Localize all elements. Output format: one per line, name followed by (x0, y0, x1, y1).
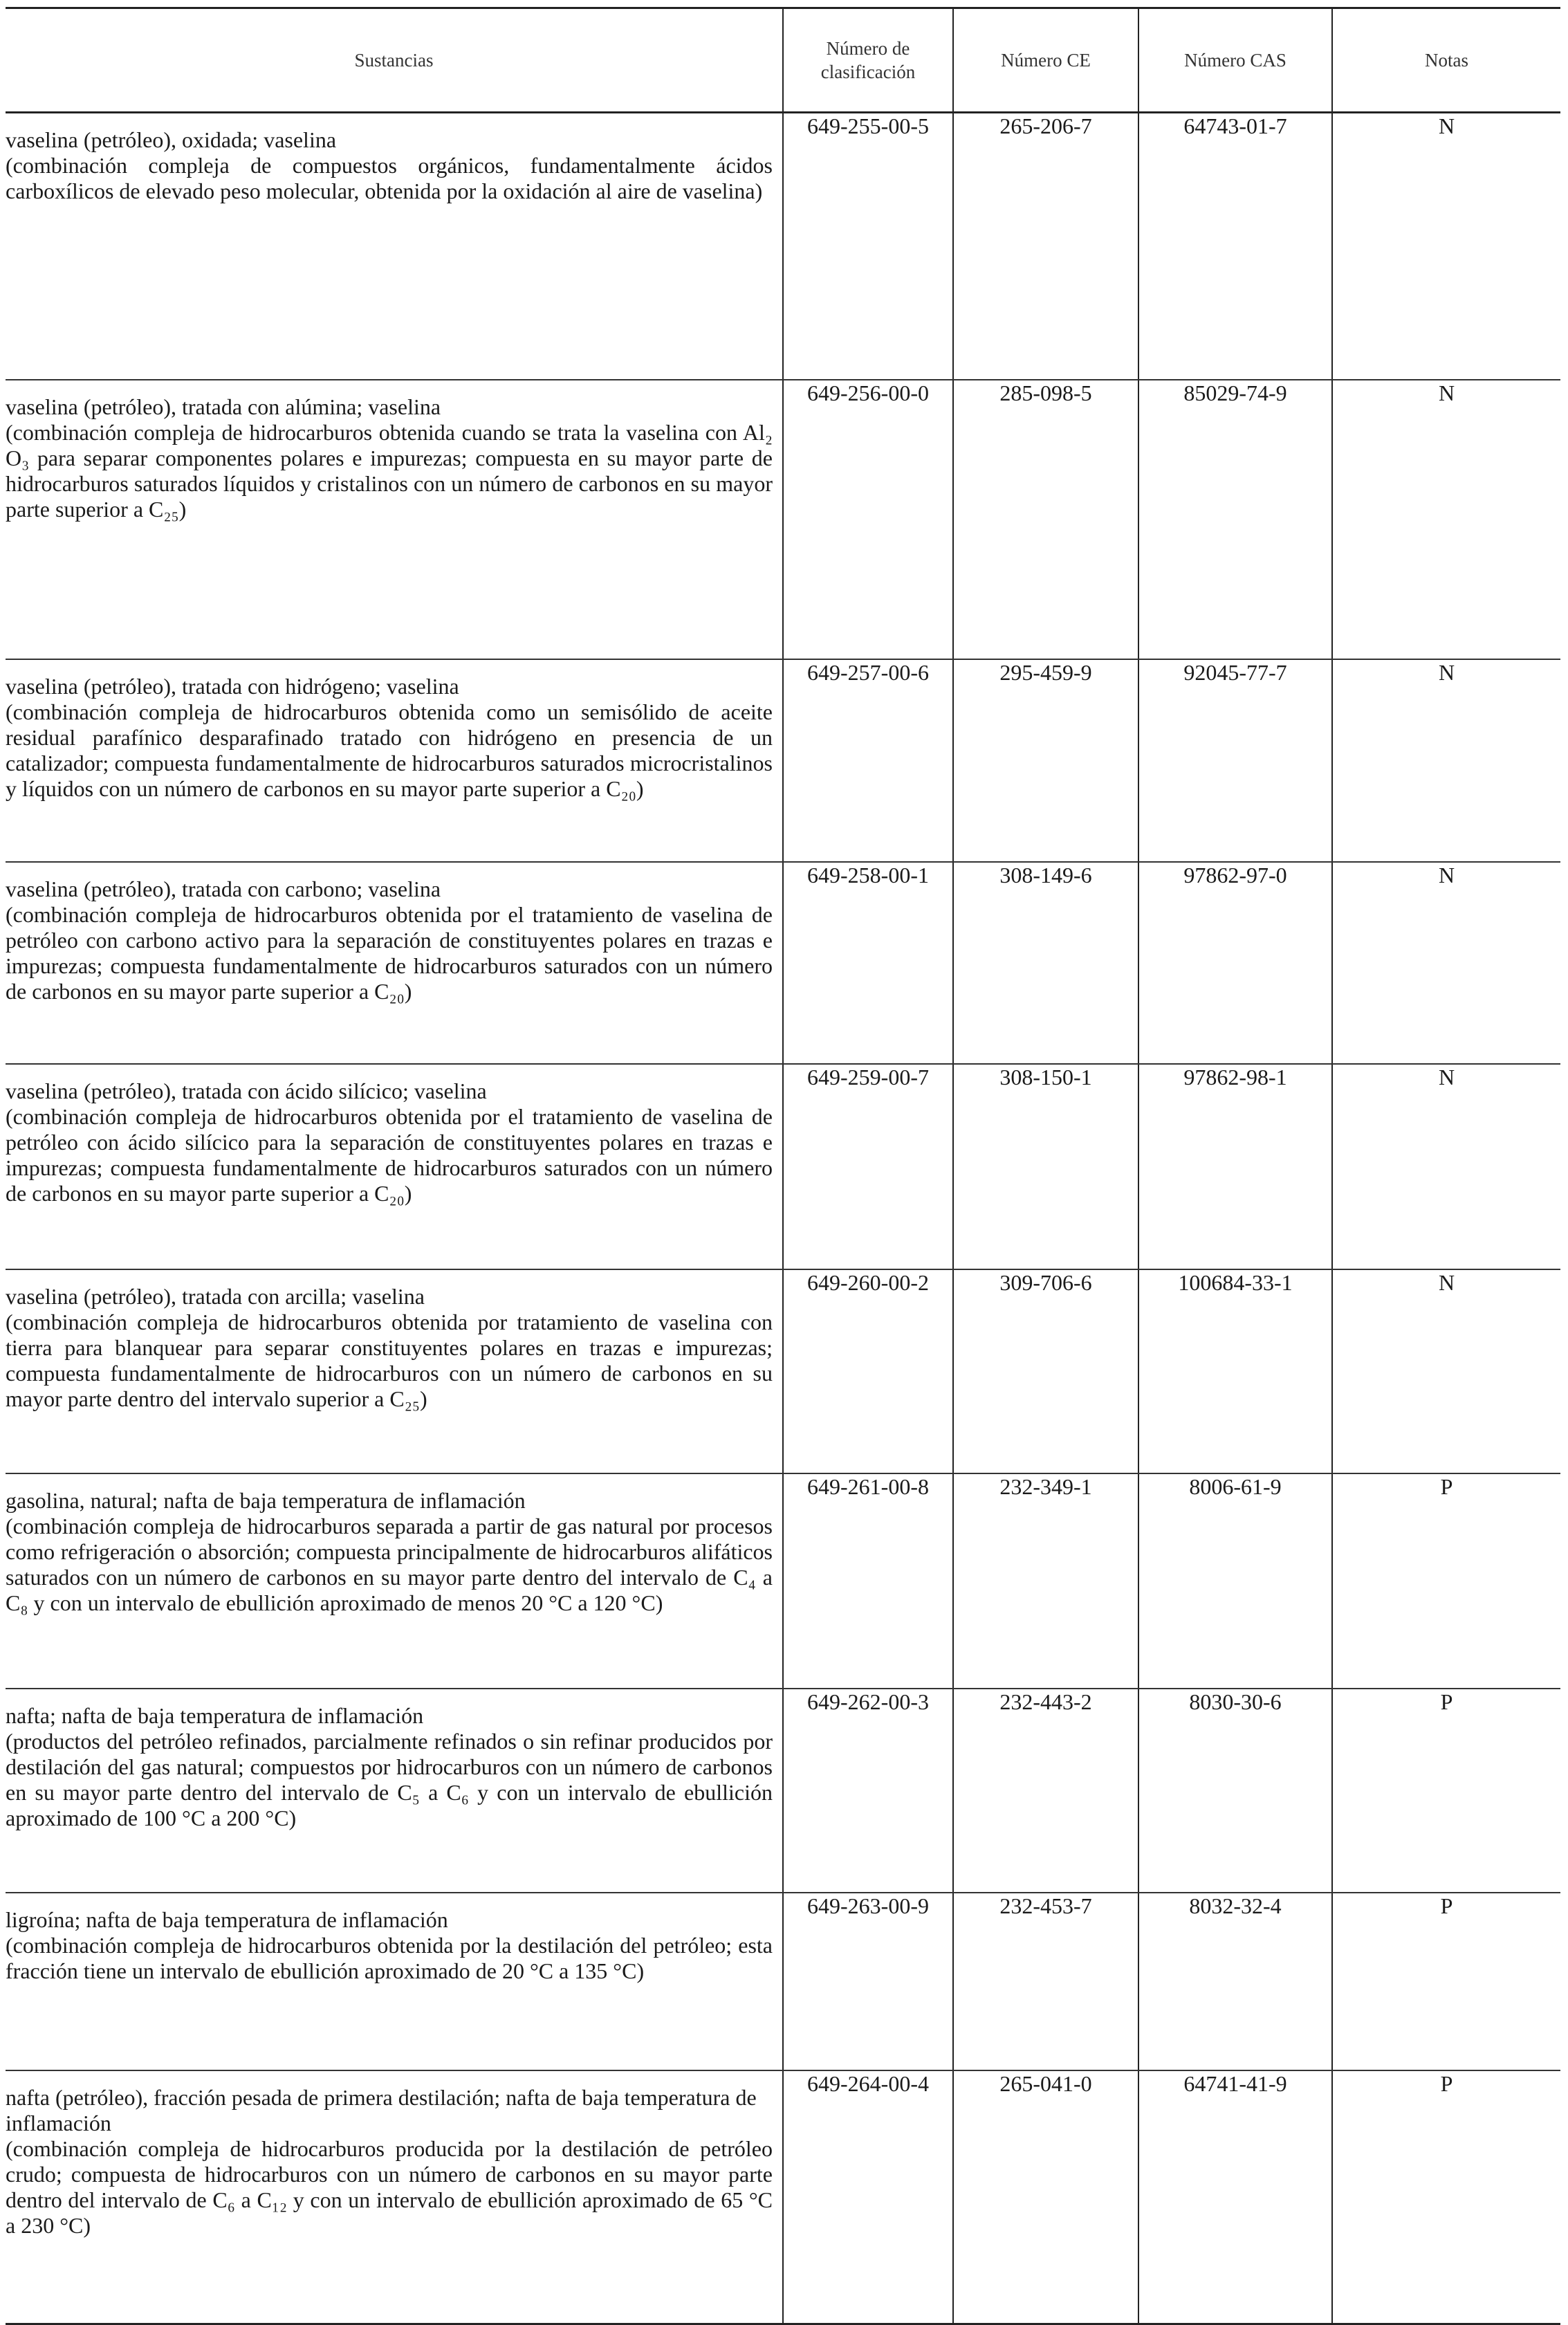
header-numero-cas: Número CAS (1138, 8, 1332, 113)
cas-number: 64743-01-7 (1138, 113, 1332, 380)
substance-description: (combinación compleja de compuestos orgánicos, fundamentalmente ácidos carboxílicos de elevado peso molecular, obtenida por la oxidación al aire de vaselina) (6, 153, 773, 203)
cas-number: 85029-74-9 (1138, 380, 1332, 659)
substance-description: (combinación compleja de hidrocarburos obtenida por el tratamiento de vaselina de petróleo con carbono activo para la separación de constituyentes polares en trazas e impurezas; compuesta fundamentalmente de hidrocarburos saturados con un número de carbonos en su mayor parte superior a C₂₀) (6, 902, 773, 1004)
substance-description: (combinación compleja de hidrocarburos obtenida por la destilación del petróleo; esta fracción tiene un intervalo de ebullición aproximado de 20 °C a 135 °C) (6, 1933, 773, 1984)
cas-number: 8032-32-4 (1138, 1893, 1332, 2070)
note: N (1332, 113, 1560, 380)
substance-name: vaselina (petróleo), tratada con hidrógeno; vaselina (6, 674, 459, 699)
table-body (6, 113, 1560, 2324)
ce-number: 285-098-5 (953, 380, 1138, 659)
substance-description: (productos del petróleo refinados, parcialmente refinados o sin refinar producidos por destilación del gas natural; compuestos por hidrocarburos con un número de carbonos en su mayor parte dentro del intervalo de C₅ a C₆ y con un intervalo de ebullición aproximado de 100 °C a 200 °C) (6, 1728, 773, 1830)
substance-name: vaselina (petróleo), tratada con carbono; vaselina (6, 876, 441, 902)
ce-number: 265-041-0 (953, 2070, 1138, 2324)
classification-number: 649-256-00-0 (783, 380, 953, 659)
classification-number: 649-263-00-9 (783, 1893, 953, 2070)
header-notas: Notas (1332, 8, 1560, 113)
cas-number: 97862-98-1 (1138, 1064, 1332, 1269)
table-row (6, 1689, 1560, 1893)
substance-description: (combinación compleja de hidrocarburos obtenida como un semisólido de aceite residual parafínico desparafinado tratado con hidrógeno en presencia de un catalizador; compuesta fundamentalmente de hidrocarburos saturados microcristalinos y líquidos con un número de carbonos en su mayor parte superior a C₂₀) (6, 699, 773, 802)
substance-name: ligroína; nafta de baja temperatura de inflamación (6, 1907, 448, 1933)
substance-name: vaselina (petróleo), oxidada; vaselina (6, 127, 337, 152)
classification-number: 649-258-00-1 (783, 862, 953, 1063)
header-numero-ce: Número CE (953, 8, 1138, 113)
note: P (1332, 2070, 1560, 2324)
ce-number: 309-706-6 (953, 1269, 1138, 1473)
classification-number: 649-260-00-2 (783, 1269, 953, 1473)
substance-name: vaselina (petróleo), tratada con ácido silícico; vaselina (6, 1078, 487, 1103)
table-row (6, 1473, 1560, 1689)
cas-number: 8006-61-9 (1138, 1473, 1332, 1689)
classification-number: 649-259-00-7 (783, 1064, 953, 1269)
substance-cell (6, 1473, 783, 1689)
note: N (1332, 380, 1560, 659)
ce-number: 308-150-1 (953, 1064, 1138, 1269)
substance-cell (6, 659, 783, 862)
table-row (6, 2070, 1560, 2324)
note: P (1332, 1473, 1560, 1689)
cas-number: 100684-33-1 (1138, 1269, 1332, 1473)
cas-number: 97862-97-0 (1138, 862, 1332, 1063)
ce-number: 308-149-6 (953, 862, 1138, 1063)
table-row (6, 1064, 1560, 1269)
note: N (1332, 862, 1560, 1063)
substance-cell (6, 1064, 783, 1269)
substance-description: (combinación compleja de hidrocarburos obtenida por tratamiento de vaselina con tierra para blanquear para separar constituyentes polares en trazas e impurezas; compuesta fundamentalmente de hidrocarburos con un número de carbonos en su mayor parte dentro del intervalo superior a C₂₅) (6, 1309, 773, 1412)
ce-number: 232-453-7 (953, 1893, 1138, 2070)
table-row (6, 862, 1560, 1063)
header-row (6, 8, 1560, 113)
header-numero-clasificacion (783, 8, 953, 113)
ce-number: 232-443-2 (953, 1689, 1138, 1893)
substance-name: nafta; nafta de baja temperatura de inflamación (6, 1702, 424, 1728)
substance-name: vaselina (petróleo), tratada con arcilla; vaselina (6, 1284, 425, 1309)
substance-cell (6, 1893, 783, 2070)
classification-number: 649-261-00-8 (783, 1473, 953, 1689)
substance-description: (combinación compleja de hidrocarburos producida por la destilación de petróleo crudo; compuesta de hidrocarburos con un número de carbonos en su mayor parte dentro del intervalo de C₆ a C₁₂ y con un intervalo de ebullición aproximado de 65 °C a 230 °C) (6, 2136, 773, 2239)
note: N (1332, 659, 1560, 862)
cas-number: 92045-77-7 (1138, 659, 1332, 862)
note: N (1332, 1269, 1560, 1473)
substance-cell (6, 2070, 783, 2324)
substances-table (6, 7, 1560, 2325)
note: P (1332, 1689, 1560, 1893)
cas-number: 8030-30-6 (1138, 1689, 1332, 1893)
table-row (6, 659, 1560, 862)
substance-description: (combinación compleja de hidrocarburos separada a partir de gas natural por procesos como refrigeración o absorción; compuesta principalmente de hidrocarburos alifáticos saturados con un número de carbonos en su mayor parte dentro del intervalo de C₄ a C₈ y con un intervalo de ebullición aproximado de menos 20 °C a 120 °C) (6, 1514, 773, 1616)
substance-cell (6, 862, 783, 1063)
ce-number: 295-459-9 (953, 659, 1138, 862)
substance-cell (6, 380, 783, 659)
table-row (6, 1893, 1560, 2070)
substance-cell (6, 1269, 783, 1473)
classification-number: 649-262-00-3 (783, 1689, 953, 1893)
substance-cell (6, 1689, 783, 1893)
header-numero-clasificacion-label: Número de clasificación (820, 38, 916, 82)
substance-cell (6, 113, 783, 380)
table-header (6, 8, 1560, 113)
table-row (6, 380, 1560, 659)
ce-number: 232-349-1 (953, 1473, 1138, 1689)
substance-name: vaselina (petróleo), tratada con alúmina; vaselina (6, 394, 441, 420)
ce-number: 265-206-7 (953, 113, 1138, 380)
classification-number: 649-255-00-5 (783, 113, 953, 380)
header-sustancias: Sustancias (6, 8, 783, 113)
table-row (6, 1269, 1560, 1473)
substance-description: (combinación compleja de hidrocarburos obtenida cuando se trata la vaselina con Al₂ O₃ para separar componentes polares e impurezas; compuesta en su mayor parte de hidrocarburos saturados líquidos y cristalinos con un número de carbonos en su mayor parte superior a C₂₅) (6, 420, 773, 522)
note: P (1332, 1893, 1560, 2070)
cas-number: 64741-41-9 (1138, 2070, 1332, 2324)
classification-number: 649-257-00-6 (783, 659, 953, 862)
substance-name: nafta (petróleo), fracción pesada de primera destilación; nafta de baja temperatura de inflamación (6, 2085, 757, 2136)
table-row (6, 113, 1560, 380)
classification-number: 649-264-00-4 (783, 2070, 953, 2324)
note: N (1332, 1064, 1560, 1269)
substance-name: gasolina, natural; nafta de baja temperatura de inflamación (6, 1488, 526, 1514)
substance-description: (combinación compleja de hidrocarburos obtenida por el tratamiento de vaselina de petróleo con ácido silícico para la separación de constituyentes polares en trazas e impurezas; compuesta fundamentalmente de hidrocarburos saturados con un número de carbonos en su mayor parte superior a C₂₀) (6, 1103, 773, 1206)
